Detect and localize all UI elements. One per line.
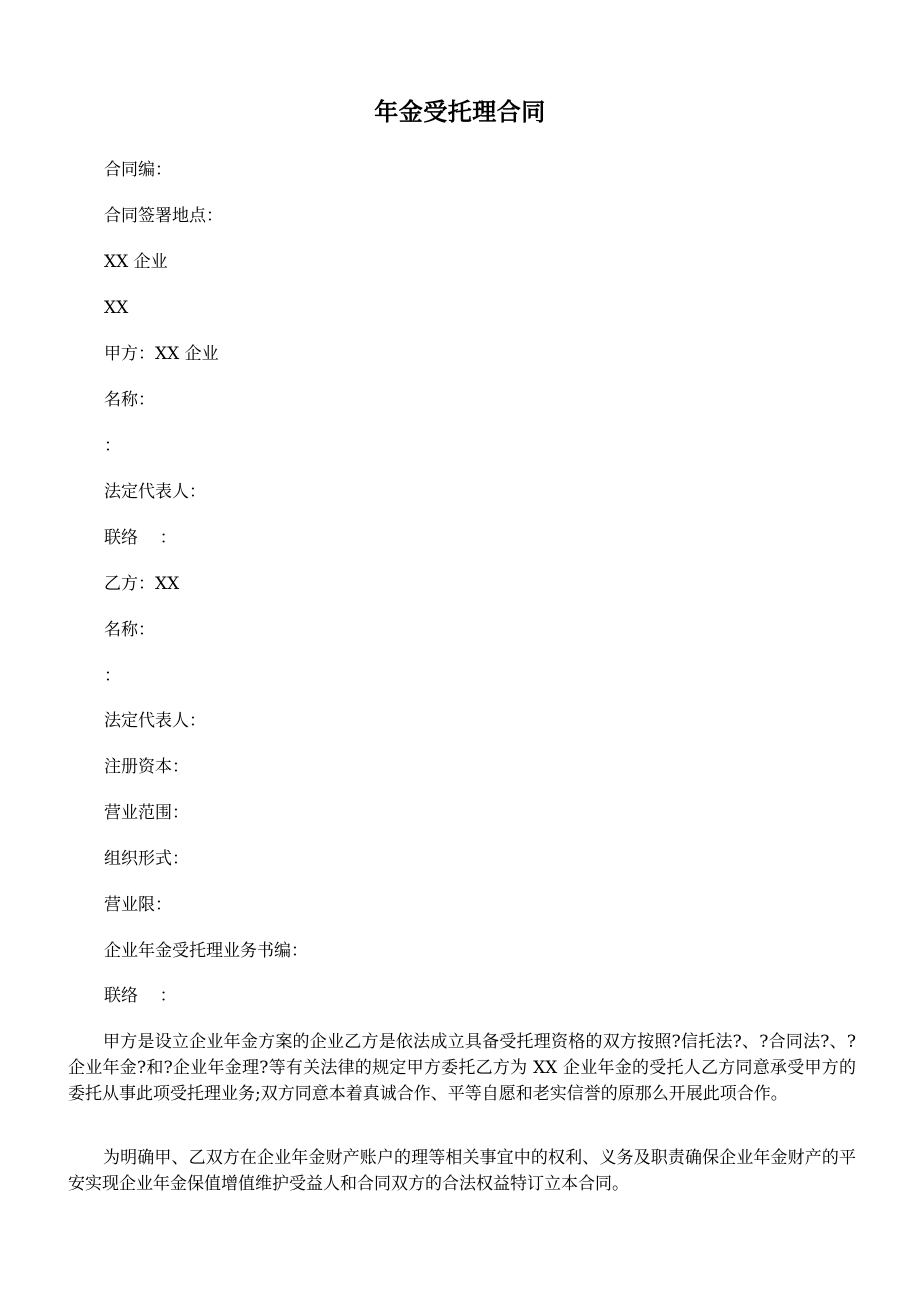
party-b-legal-rep-label: 法定代表人： [104, 711, 206, 731]
organization-form-label: 组织形式： [104, 849, 189, 869]
xx-line: XX [104, 298, 129, 318]
company-line: XX 企业 [104, 252, 168, 272]
document-title: 年金受托理合同 [374, 98, 546, 126]
intro-paragraph: 甲方是设立企业年金方案的企业乙方是依法成立具备受托理资格的双方按照?信托法?、?合同法?、?企业年金?和?企业年金理?等有关法律的规定甲方委托乙方为 XX 企业年金的受托人乙方同意承受甲方的委托从事此项受托理业务;双方同意本着真诚合作、平等自愿和老实信誉的原那么开展此项合作。 [68, 1032, 856, 1104]
party-b-blank-label: ： [104, 666, 121, 686]
party-b-contact-label: 联络 ： [104, 986, 177, 1006]
party-a-line: 甲方：XX 企业 [104, 344, 219, 364]
party-a-name-label: 名称： [104, 390, 155, 410]
party-b-name-label: 名称： [104, 620, 155, 640]
signing-place-label: 合同签署地点： [104, 206, 223, 226]
business-scope-label: 营业范围： [104, 803, 189, 823]
party-a-legal-rep-label: 法定代表人： [104, 482, 206, 502]
contract-number-label: 合同编： [104, 160, 172, 180]
registered-capital-label: 注册资本： [104, 757, 189, 777]
business-term-label: 营业限： [104, 895, 172, 915]
trustee-license-label: 企业年金受托理业务书编： [104, 941, 308, 961]
party-a-contact-label: 联络 ： [104, 528, 177, 548]
party-b-line: 乙方：XX [104, 574, 180, 594]
party-a-blank-label: ： [104, 436, 121, 456]
purpose-paragraph: 为明确甲、乙双方在企业年金财产账户的理等相关事宜中的权利、义务及职责确保企业年金财产的平安实现企业年金保值增值维护受益人和合同双方的合法权益特订立本合同。 [68, 1148, 856, 1194]
